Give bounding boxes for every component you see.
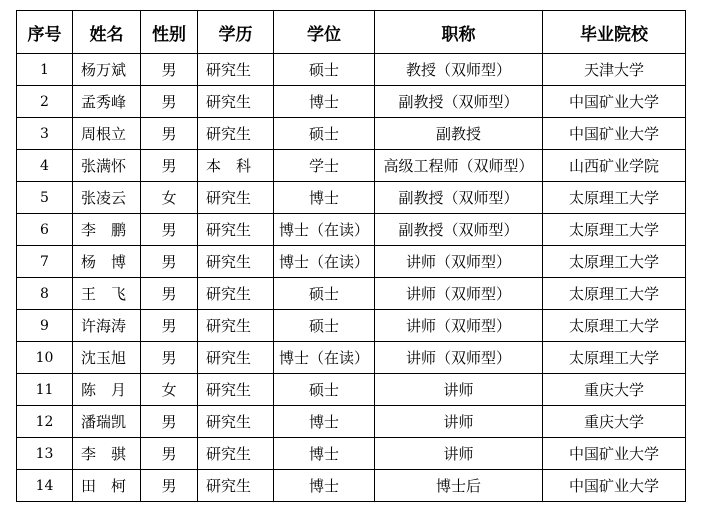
cell-education: 研究生: [198, 470, 274, 502]
cell-index: 1: [17, 54, 73, 86]
cell-name: 许海涛: [73, 310, 141, 342]
cell-education: 研究生: [198, 118, 274, 150]
table-body: [17, 54, 686, 502]
cell-degree: 博士: [274, 406, 375, 438]
cell-index: 5: [17, 182, 73, 214]
cell-degree: 硕士: [274, 374, 375, 406]
cell-index: 13: [17, 438, 73, 470]
header-index: 序号: [17, 11, 73, 54]
cell-index: 8: [17, 278, 73, 310]
cell-name: 杨万斌: [73, 54, 141, 86]
cell-index: 7: [17, 246, 73, 278]
cell-gender: 男: [141, 438, 198, 470]
cell-title: 副教授（双师型）: [375, 182, 543, 214]
cell-title: 讲师（双师型）: [375, 342, 543, 374]
cell-gender: 男: [141, 86, 198, 118]
cell-name: 孟秀峰: [73, 86, 141, 118]
table-row: [17, 406, 686, 438]
cell-degree: 博士: [274, 470, 375, 502]
cell-name: 潘瑞凯: [73, 406, 141, 438]
cell-name: 杨 博: [73, 246, 141, 278]
cell-education: 研究生: [198, 182, 274, 214]
cell-school: 山西矿业学院: [543, 150, 686, 182]
cell-gender: 女: [141, 374, 198, 406]
cell-degree: 硕士: [274, 278, 375, 310]
cell-gender: 男: [141, 310, 198, 342]
cell-gender: 男: [141, 278, 198, 310]
faculty-table-container: [16, 10, 686, 502]
cell-degree: 博士（在读）: [274, 246, 375, 278]
cell-education: 研究生: [198, 86, 274, 118]
cell-degree: 博士: [274, 182, 375, 214]
table-row: [17, 54, 686, 86]
cell-index: 10: [17, 342, 73, 374]
cell-education: 研究生: [198, 278, 274, 310]
cell-school: 中国矿业大学: [543, 470, 686, 502]
cell-school: 中国矿业大学: [543, 438, 686, 470]
table-row: [17, 118, 686, 150]
cell-title: 博士后: [375, 470, 543, 502]
cell-gender: 女: [141, 182, 198, 214]
table-header-row: [17, 11, 686, 54]
cell-gender: 男: [141, 54, 198, 86]
table-row: [17, 342, 686, 374]
table-row: [17, 182, 686, 214]
cell-gender: 男: [141, 150, 198, 182]
table-row: [17, 438, 686, 470]
cell-gender: 男: [141, 470, 198, 502]
cell-gender: 男: [141, 246, 198, 278]
cell-title: 讲师: [375, 406, 543, 438]
cell-education: 研究生: [198, 246, 274, 278]
cell-school: 重庆大学: [543, 374, 686, 406]
cell-education: 研究生: [198, 374, 274, 406]
cell-school: 太原理工大学: [543, 246, 686, 278]
cell-gender: 男: [141, 214, 198, 246]
cell-name: 张凌云: [73, 182, 141, 214]
cell-school: 太原理工大学: [543, 278, 686, 310]
cell-school: 太原理工大学: [543, 182, 686, 214]
cell-title: 高级工程师（双师型）: [375, 150, 543, 182]
cell-school: 太原理工大学: [543, 310, 686, 342]
cell-title: 讲师（双师型）: [375, 278, 543, 310]
cell-gender: 男: [141, 118, 198, 150]
cell-title: 教授（双师型）: [375, 54, 543, 86]
header-gender: 性别: [141, 11, 198, 54]
table-row: [17, 310, 686, 342]
cell-title: 讲师（双师型）: [375, 310, 543, 342]
header-education: 学历: [198, 11, 274, 54]
cell-title: 讲师: [375, 438, 543, 470]
cell-index: 2: [17, 86, 73, 118]
cell-index: 14: [17, 470, 73, 502]
cell-school: 重庆大学: [543, 406, 686, 438]
cell-school: 太原理工大学: [543, 214, 686, 246]
header-name: 姓名: [73, 11, 141, 54]
faculty-table: [16, 10, 686, 502]
cell-title: 副教授（双师型）: [375, 214, 543, 246]
cell-gender: 男: [141, 342, 198, 374]
cell-school: 中国矿业大学: [543, 118, 686, 150]
cell-degree: 硕士: [274, 310, 375, 342]
cell-school: 太原理工大学: [543, 342, 686, 374]
cell-degree: 博士: [274, 438, 375, 470]
cell-education: 研究生: [198, 54, 274, 86]
cell-degree: 硕士: [274, 118, 375, 150]
cell-index: 11: [17, 374, 73, 406]
cell-education: 研究生: [198, 310, 274, 342]
cell-index: 3: [17, 118, 73, 150]
cell-education: 研究生: [198, 438, 274, 470]
cell-name: 周根立: [73, 118, 141, 150]
cell-school: 中国矿业大学: [543, 86, 686, 118]
cell-education: 本 科: [198, 150, 274, 182]
cell-degree: 学士: [274, 150, 375, 182]
table-row: [17, 470, 686, 502]
cell-education: 研究生: [198, 342, 274, 374]
cell-education: 研究生: [198, 406, 274, 438]
table-row: [17, 150, 686, 182]
cell-name: 李 骐: [73, 438, 141, 470]
cell-education: 研究生: [198, 214, 274, 246]
cell-index: 6: [17, 214, 73, 246]
cell-name: 田 柯: [73, 470, 141, 502]
cell-index: 9: [17, 310, 73, 342]
cell-title: 副教授（双师型）: [375, 86, 543, 118]
cell-school: 天津大学: [543, 54, 686, 86]
cell-degree: 硕士: [274, 54, 375, 86]
cell-name: 王 飞: [73, 278, 141, 310]
cell-title: 讲师（双师型）: [375, 246, 543, 278]
cell-name: 沈玉旭: [73, 342, 141, 374]
cell-degree: 博士: [274, 86, 375, 118]
header-school: 毕业院校: [543, 11, 686, 54]
table-row: [17, 278, 686, 310]
cell-name: 李 鹏: [73, 214, 141, 246]
table-row: [17, 374, 686, 406]
table-row: [17, 86, 686, 118]
cell-title: 讲师: [375, 374, 543, 406]
cell-index: 4: [17, 150, 73, 182]
cell-title: 副教授: [375, 118, 543, 150]
table-row: [17, 214, 686, 246]
cell-gender: 男: [141, 406, 198, 438]
header-title: 职称: [375, 11, 543, 54]
header-degree: 学位: [274, 11, 375, 54]
cell-degree: 博士（在读）: [274, 214, 375, 246]
cell-degree: 博士（在读）: [274, 342, 375, 374]
cell-name: 张满怀: [73, 150, 141, 182]
cell-name: 陈 月: [73, 374, 141, 406]
cell-index: 12: [17, 406, 73, 438]
table-row: [17, 246, 686, 278]
